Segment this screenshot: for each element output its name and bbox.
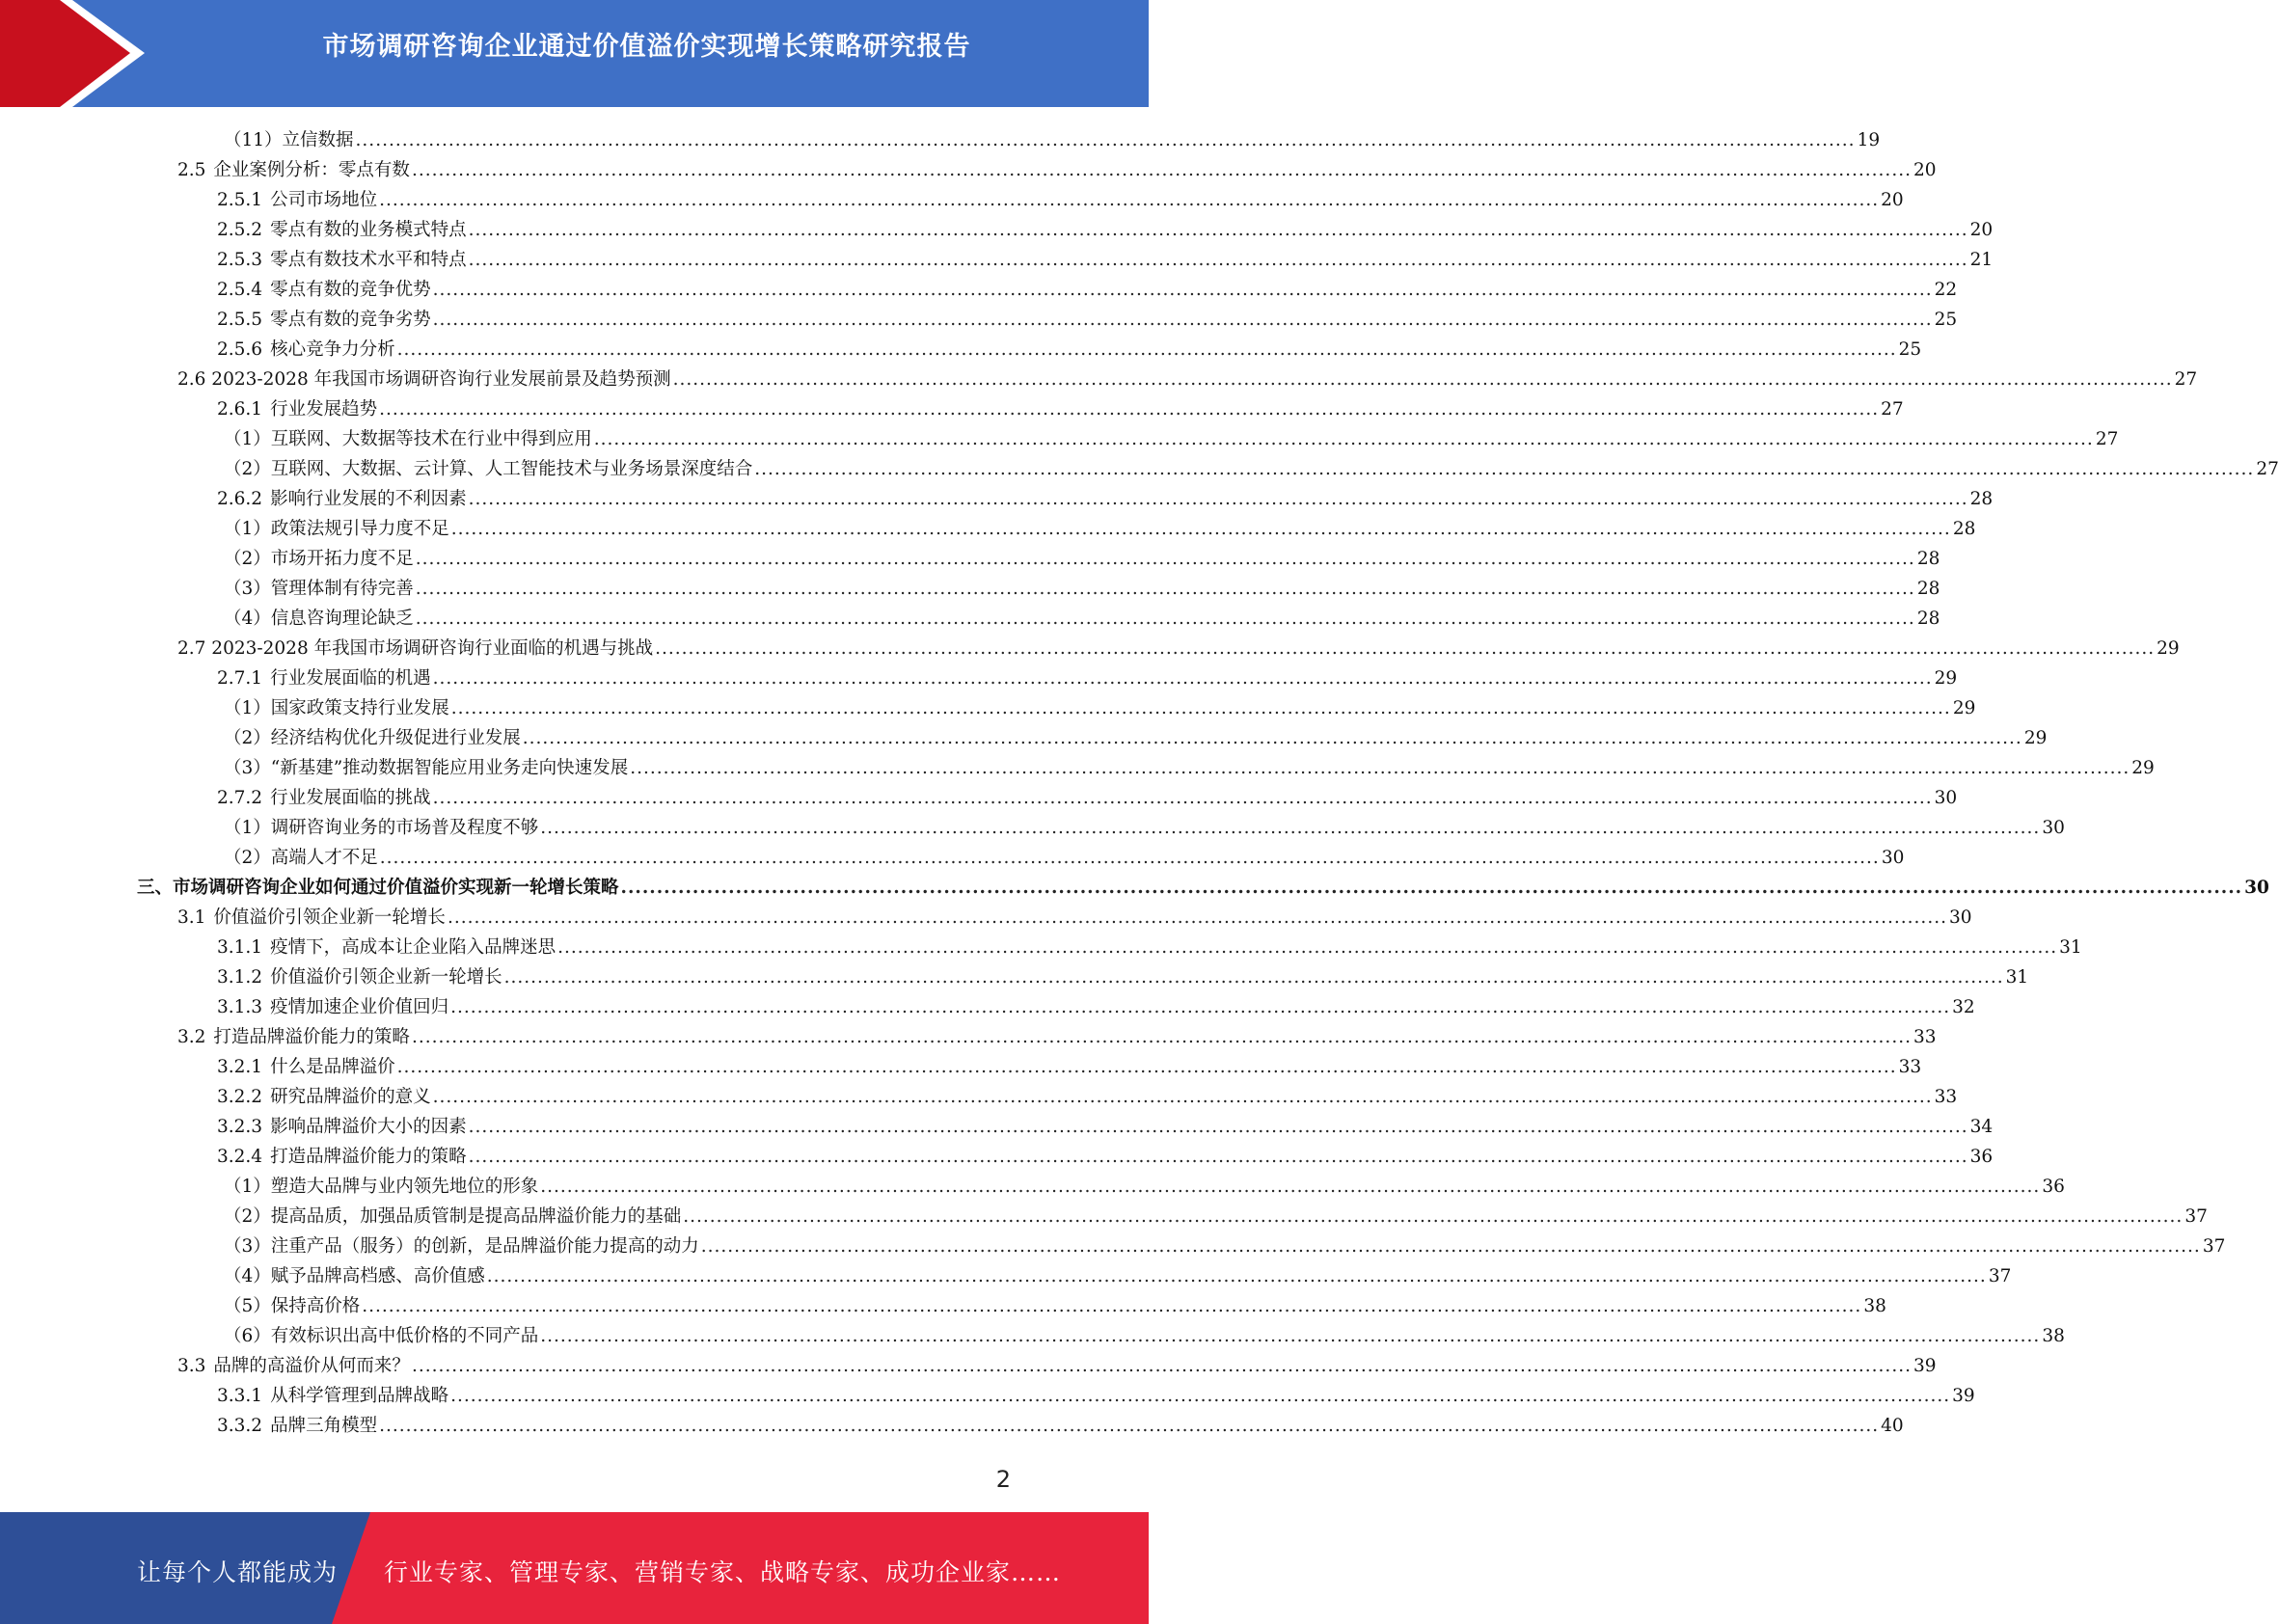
toc-entry[interactable] <box>217 989 1975 1019</box>
toc-leader: .................................................................................................................................................................................................................................. <box>468 1147 1968 1167</box>
toc-leader: .................................................................................................................................................................................................................................. <box>415 549 1915 569</box>
toc-entry-number: 2.6.1 <box>217 399 263 420</box>
toc-entry-title: 价值溢价引领企业新一轮增长 <box>213 907 446 928</box>
toc-page-number: 33 <box>1913 1027 1937 1047</box>
toc-entry-number: 2.5.6 <box>217 339 263 360</box>
toc-page-number: 28 <box>1916 609 1940 629</box>
toc-page-number: 38 <box>2042 1326 2065 1346</box>
toc-page-number: 29 <box>1952 698 1976 718</box>
toc-page-number: 27 <box>2095 429 2119 449</box>
toc-entry-number: 2.5.5 <box>217 310 263 330</box>
toc-entry-title: 零点有数的竞争优势 <box>270 280 431 300</box>
toc-entry-title: 零点有数的业务模式特点 <box>270 220 467 240</box>
page-footer <box>0 1512 1149 1624</box>
toc-entry[interactable] <box>224 750 2155 780</box>
toc-page-number: 34 <box>1969 1117 1994 1137</box>
toc-leader: .................................................................................................................................................................................................................................. <box>379 1416 1880 1436</box>
toc-entry-number: 2.7.2 <box>217 788 263 808</box>
toc-entry[interactable] <box>217 1378 1975 1408</box>
toc-entry[interactable] <box>224 1199 2208 1229</box>
toc-leader: .................................................................................................................................................................................................................................. <box>379 190 1880 210</box>
toc-entry-number: 3.1 <box>177 907 206 928</box>
toc-leader: .................................................................................................................................................................................................................................. <box>468 489 1968 509</box>
toc-entry-title: （5）保持高价格 <box>224 1296 361 1316</box>
toc-entry[interactable] <box>217 1079 1958 1109</box>
toc-entry[interactable] <box>177 900 1972 930</box>
toc-leader: .................................................................................................................................................................................................................................. <box>432 310 1933 330</box>
toc-leader: .................................................................................................................................................................................................................................. <box>411 1356 1912 1376</box>
toc-entry-number: 2.7.1 <box>217 668 263 689</box>
toc-leader: .................................................................................................................................................................................................................................. <box>450 1386 1951 1406</box>
toc-page-number: 31 <box>2005 967 2029 988</box>
toc-entry[interactable] <box>224 690 1976 720</box>
report-title: 市场调研咨询企业通过价值溢价实现增长策略研究报告 <box>322 32 971 62</box>
toc-page-number: 37 <box>1988 1266 2012 1286</box>
toc-page-number: 40 <box>1881 1416 1904 1436</box>
toc-entry-title: 打造品牌溢价能力的策略 <box>270 1147 467 1167</box>
toc-entry-title: （1）政策法规引导力度不足 <box>224 519 449 539</box>
toc-leader: .................................................................................................................................................................................................................................. <box>355 130 1856 150</box>
toc-leader: .................................................................................................................................................................................................................................. <box>486 1266 1987 1286</box>
toc-entry-number: 2.6.2 <box>217 489 263 509</box>
toc-entry[interactable] <box>217 960 2029 989</box>
toc-page-number: 28 <box>1952 519 1976 539</box>
toc-page-number: 30 <box>1948 907 1972 928</box>
toc-leader: .................................................................................................................................................................................................................................. <box>432 788 1933 808</box>
toc-entry-number: 2.5.3 <box>217 250 263 270</box>
toc-leader: .................................................................................................................................................................................................................................. <box>379 848 1880 868</box>
toc-page-number: 19 <box>1857 130 1881 150</box>
toc-entry-number: 2.5.2 <box>217 220 263 240</box>
toc-entry[interactable] <box>177 152 1937 182</box>
toc-leader: .................................................................................................................................................................................................................................. <box>432 1087 1933 1107</box>
toc-entry[interactable] <box>224 601 1940 631</box>
toc-entry-number: 3.1.2 <box>217 967 263 988</box>
toc-page-number: 29 <box>1934 668 1958 689</box>
toc-entry[interactable] <box>217 182 1904 212</box>
footer-slogan-left: 让每个人都能成为 <box>137 1558 339 1586</box>
toc-entry-title: （11）立信数据 <box>224 130 354 150</box>
toc-entry[interactable] <box>224 720 2048 750</box>
toc-leader: .................................................................................................................................................................................................................................. <box>620 878 2243 898</box>
toc-leader: .................................................................................................................................................................................................................................. <box>754 459 2255 479</box>
toc-entry-title: 三、市场调研咨询企业如何通过价值溢价实现新一轮增长策略 <box>137 878 619 898</box>
toc-leader: .................................................................................................................................................................................................................................. <box>683 1206 2184 1227</box>
toc-entry-title: 疫情下，高成本让企业陷入品牌迷思 <box>270 937 556 958</box>
toc-leader: .................................................................................................................................................................................................................................. <box>396 339 1897 360</box>
toc-leader: .................................................................................................................................................................................................................................. <box>557 937 2058 958</box>
toc-page-number: 28 <box>1916 549 1940 569</box>
toc-entry-number: 3.3.1 <box>217 1386 263 1406</box>
toc-entry[interactable] <box>217 242 1994 272</box>
toc-page-number: 32 <box>1952 997 1975 1017</box>
toc-page-number: 33 <box>1898 1057 1922 1077</box>
toc-entry-number: 3.2.2 <box>217 1087 263 1107</box>
toc-entry[interactable] <box>224 810 2065 840</box>
toc-entry-title: 2.6 2023-2028 年我国市场调研咨询行业发展前景及趋势预测 <box>177 369 671 390</box>
toc-entry-number: 3.2.1 <box>217 1057 263 1077</box>
toc-entry[interactable] <box>217 481 1994 511</box>
toc-entry[interactable] <box>224 1169 2065 1199</box>
toc-leader: .................................................................................................................................................................................................................................. <box>672 369 2173 390</box>
toc-leader: .................................................................................................................................................................................................................................. <box>447 907 1947 928</box>
toc-entry-number: 2.5.1 <box>217 190 263 210</box>
toc-page-number: 28 <box>1916 579 1940 599</box>
toc-entry[interactable] <box>217 1049 1922 1079</box>
toc-leader: .................................................................................................................................................................................................................................. <box>630 758 2130 778</box>
toc-entry-title: （1）塑造大品牌与业内领先地位的形象 <box>224 1177 539 1197</box>
toc-page-number: 25 <box>1898 339 1922 360</box>
toc-entry-title: 疫情加速企业价值回归 <box>270 997 449 1017</box>
toc-entry-title: 核心竞争力分析 <box>270 339 395 360</box>
toc-entry[interactable] <box>224 451 2279 481</box>
toc-page-number: 22 <box>1934 280 1958 300</box>
toc-entry[interactable] <box>217 1109 1994 1139</box>
toc-entry-title: 价值溢价引领企业新一轮增长 <box>270 967 502 988</box>
toc-entry-title: （1）国家政策支持行业发展 <box>224 698 449 718</box>
toc-entry[interactable] <box>217 661 1958 690</box>
toc-entry-number: 3.3.2 <box>217 1416 263 1436</box>
toc-leader: .................................................................................................................................................................................................................................. <box>700 1236 2201 1257</box>
toc-entry[interactable] <box>177 631 2180 661</box>
toc-entry-title: （3）管理体制有待完善 <box>224 579 414 599</box>
toc-entry[interactable] <box>217 302 1958 332</box>
toc-entry-number: 3.2.3 <box>217 1117 263 1137</box>
toc-leader: .................................................................................................................................................................................................................................. <box>396 1057 1897 1077</box>
toc-entry[interactable] <box>224 421 2119 451</box>
toc-leader: .................................................................................................................................................................................................................................. <box>432 668 1933 689</box>
toc-leader: .................................................................................................................................................................................................................................. <box>415 609 1915 629</box>
toc-page-number: 29 <box>2131 758 2155 778</box>
toc-entry[interactable] <box>217 1139 1994 1169</box>
toc-page-number: 36 <box>2042 1177 2065 1197</box>
toc-page-number: 37 <box>2202 1236 2226 1257</box>
toc-page-number: 37 <box>2184 1206 2208 1227</box>
toc-entry-title: （2）提高品质，加强品质管制是提高品牌溢价能力的基础 <box>224 1206 682 1227</box>
toc-leader: .................................................................................................................................................................................................................................. <box>411 1027 1912 1047</box>
toc-entry-title: 行业发展面临的机遇 <box>270 668 431 689</box>
toc-entry[interactable] <box>177 362 2198 392</box>
toc-page-number: 29 <box>2157 638 2180 659</box>
toc-leader: .................................................................................................................................................................................................................................. <box>362 1296 1862 1316</box>
toc-chapter-entry[interactable] <box>137 870 2269 900</box>
header-arrow-icon <box>0 0 154 107</box>
toc-leader: .................................................................................................................................................................................................................................. <box>540 1177 2041 1197</box>
toc-entry-title: 公司市场地位 <box>270 190 378 210</box>
toc-entry-number: 2.5.4 <box>217 280 263 300</box>
toc-entry[interactable] <box>224 511 1976 541</box>
toc-leader: .................................................................................................................................................................................................................................. <box>432 280 1933 300</box>
toc-leader: .................................................................................................................................................................................................................................. <box>468 220 1968 240</box>
toc-entry[interactable] <box>217 930 2082 960</box>
toc-page-number: 30 <box>2042 818 2065 838</box>
toc-leader: .................................................................................................................................................................................................................................. <box>450 519 1951 539</box>
toc-entry-title: （2）市场开拓力度不足 <box>224 549 414 569</box>
toc-page-number: 36 <box>1969 1147 1994 1167</box>
toc-leader: .................................................................................................................................................................................................................................. <box>468 250 1968 270</box>
toc-entry[interactable] <box>217 392 1904 421</box>
page-number: 2 <box>995 1466 1011 1493</box>
toc-leader: .................................................................................................................................................................................................................................. <box>450 997 1951 1017</box>
toc-entry[interactable] <box>217 1408 1904 1438</box>
report-header <box>0 0 1149 107</box>
toc-entry[interactable] <box>177 1348 1937 1378</box>
toc-entry-title: 影响品牌溢价大小的因素 <box>270 1117 467 1137</box>
toc-leader: .................................................................................................................................................................................................................................. <box>593 429 2094 449</box>
toc-entry[interactable] <box>224 122 1881 152</box>
toc-entry[interactable] <box>217 212 1994 242</box>
toc-entry-number: 2.5 <box>177 160 206 180</box>
toc-page-number: 27 <box>2174 369 2198 390</box>
toc-entry[interactable] <box>224 1259 2012 1288</box>
toc-entry-number: 3.2.4 <box>217 1147 263 1167</box>
toc-entry-title: 打造品牌溢价能力的策略 <box>213 1027 410 1047</box>
toc-entry-title: 研究品牌溢价的意义 <box>270 1087 431 1107</box>
toc-leader: .................................................................................................................................................................................................................................. <box>540 818 2041 838</box>
toc-entry-title: 行业发展面临的挑战 <box>270 788 431 808</box>
toc-page-number: 33 <box>1934 1087 1958 1107</box>
toc-entry[interactable] <box>224 571 1940 601</box>
toc-entry-title: （3）注重产品（服务）的创新，是品牌溢价能力提高的动力 <box>224 1236 699 1257</box>
toc-entry-title: 企业案例分析：零点有数 <box>213 160 410 180</box>
toc-leader: .................................................................................................................................................................................................................................. <box>411 160 1912 180</box>
toc-entry-title: 品牌的高溢价从何而来？ <box>213 1356 410 1376</box>
toc-page-number: 31 <box>2059 937 2082 958</box>
toc-entry[interactable] <box>224 1318 2065 1348</box>
toc-page-number: 29 <box>2023 728 2048 748</box>
toc-entry-title: 从科学管理到品牌战略 <box>270 1386 449 1406</box>
toc-entry[interactable] <box>217 780 1958 810</box>
toc-entry-title: （4）信息咨询理论缺乏 <box>224 609 414 629</box>
toc-entry-title: 影响行业发展的不利因素 <box>270 489 467 509</box>
toc-entry-title: 零点有数的竞争劣势 <box>270 310 431 330</box>
toc-page-number: 27 <box>2256 459 2279 479</box>
toc-entry-number: 3.2 <box>177 1027 206 1047</box>
toc-page-number: 30 <box>2244 878 2269 898</box>
toc-page-number: 28 <box>1969 489 1994 509</box>
toc-entry-title: （6）有效标识出高中低价格的不同产品 <box>224 1326 539 1346</box>
toc-entry-title: （2）经济结构优化升级促进行业发展 <box>224 728 521 748</box>
footer-slogan-right: 行业专家、管理专家、营销专家、战略专家、成功企业家…… <box>384 1558 1062 1586</box>
toc-entry-title: 零点有数技术水平和特点 <box>270 250 467 270</box>
toc-leader: .................................................................................................................................................................................................................................. <box>540 1326 2041 1346</box>
toc-leader: .................................................................................................................................................................................................................................. <box>450 698 1951 718</box>
toc-page-number: 20 <box>1913 160 1937 180</box>
toc-entry-title: （1）互联网、大数据等技术在行业中得到应用 <box>224 429 592 449</box>
toc-page-number: 30 <box>1881 848 1905 868</box>
toc-entry[interactable] <box>224 1229 2226 1259</box>
toc-entry-number: 3.3 <box>177 1356 206 1376</box>
toc-leader: .................................................................................................................................................................................................................................. <box>522 728 2022 748</box>
toc-entry-title: （3）“新基建”推动数据智能应用业务走向快速发展 <box>224 758 629 778</box>
toc-entry-number: 3.1.1 <box>217 937 263 958</box>
toc-entry-number: 3.1.3 <box>217 997 263 1017</box>
toc-leader: .................................................................................................................................................................................................................................. <box>468 1117 1968 1137</box>
toc-entry-title: （1）调研咨询业务的市场普及程度不够 <box>224 818 539 838</box>
toc-leader: .................................................................................................................................................................................................................................. <box>655 638 2156 659</box>
toc-page-number: 21 <box>1969 250 1994 270</box>
toc-leader: .................................................................................................................................................................................................................................. <box>379 399 1880 420</box>
toc-page-number: 30 <box>1934 788 1958 808</box>
toc-leader: .................................................................................................................................................................................................................................. <box>415 579 1915 599</box>
toc-page-number: 25 <box>1934 310 1958 330</box>
toc-entry[interactable] <box>224 1288 1886 1318</box>
toc-entry-title: （4）赋予品牌高档感、高价值感 <box>224 1266 485 1286</box>
toc-entry-title: （2）高端人才不足 <box>224 848 378 868</box>
toc-entry[interactable] <box>217 272 1958 302</box>
toc-entry[interactable] <box>217 332 1922 362</box>
toc-entry[interactable] <box>224 541 1940 571</box>
toc-page-number: 27 <box>1881 399 1904 420</box>
toc-entry[interactable] <box>177 1019 1937 1049</box>
toc-entry-title: 2.7 2023-2028 年我国市场调研咨询行业面临的机遇与挑战 <box>177 638 654 659</box>
toc-page-number: 39 <box>1913 1356 1937 1376</box>
toc-entry[interactable] <box>224 840 1905 870</box>
toc-leader: .................................................................................................................................................................................................................................. <box>503 967 2004 988</box>
toc-page-number: 20 <box>1969 220 1994 240</box>
toc-entry-title: 什么是品牌溢价 <box>270 1057 395 1077</box>
toc-page-number: 20 <box>1881 190 1904 210</box>
toc-page-number: 39 <box>1952 1386 1975 1406</box>
toc-entry-title: （2）互联网、大数据、云计算、人工智能技术与业务场景深度结合 <box>224 459 753 479</box>
toc-entry-title: 行业发展趋势 <box>270 399 378 420</box>
toc-page-number: 38 <box>1863 1296 1886 1316</box>
toc-entry-title: 品牌三角模型 <box>270 1416 378 1436</box>
